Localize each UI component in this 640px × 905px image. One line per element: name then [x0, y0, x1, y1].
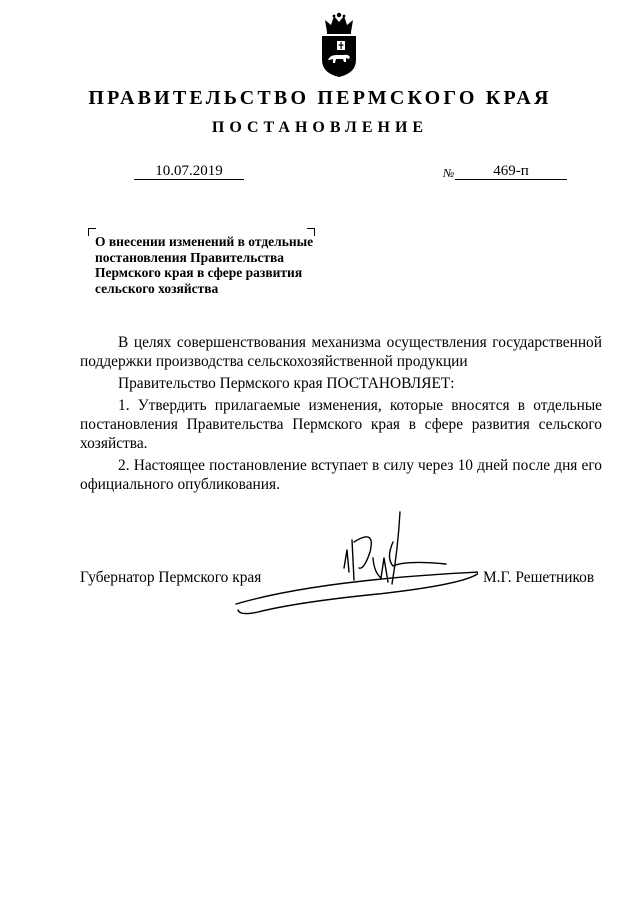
document-body [80, 333, 602, 494]
number-sign: № [443, 166, 455, 180]
signer-position: Губернатор Пермского края [80, 569, 262, 586]
handwritten-signature-icon [228, 508, 478, 618]
date-underline [134, 179, 244, 180]
document-type-title: ПОСТАНОВЛЕНИЕ [211, 119, 429, 136]
subject-line: О внесении изменений в отдельные [95, 234, 314, 249]
body-paragraph-item-2: 2. Настоящее постановление вступает в силу через 10 дней после дня его официального опубликования. [80, 457, 602, 493]
subject-line: Пермского края в сфере развития [95, 265, 303, 280]
subject-line: сельского хозяйства [95, 280, 219, 296]
document-subject [95, 234, 355, 296]
body-paragraph-preamble: В целях совершенствования механизма осуществления государственной поддержки производства сельскохозяйственной продукции [80, 334, 602, 370]
document-number: 469-п [493, 163, 529, 179]
subject-line: постановления Правительства [95, 249, 284, 265]
body-paragraph-resolves: Правительство Пермского края ПОСТАНОВЛЯЕТ: [118, 375, 455, 392]
government-name: ПРАВИТЕЛЬСТВО ПЕРМСКОГО КРАЯ [88, 87, 552, 109]
perm-krai-coat-of-arms-icon [318, 10, 360, 78]
signer-name: М.Г. Решетников [483, 569, 595, 586]
number-underline [455, 179, 567, 180]
document-date: 10.07.2019 [155, 163, 223, 179]
body-paragraph-item-1: 1. Утвердить прилагаемые изменения, которые вносятся в отдельные постановления Правительства Пермского края в сфере развития сельского хозяйства. [80, 397, 602, 452]
